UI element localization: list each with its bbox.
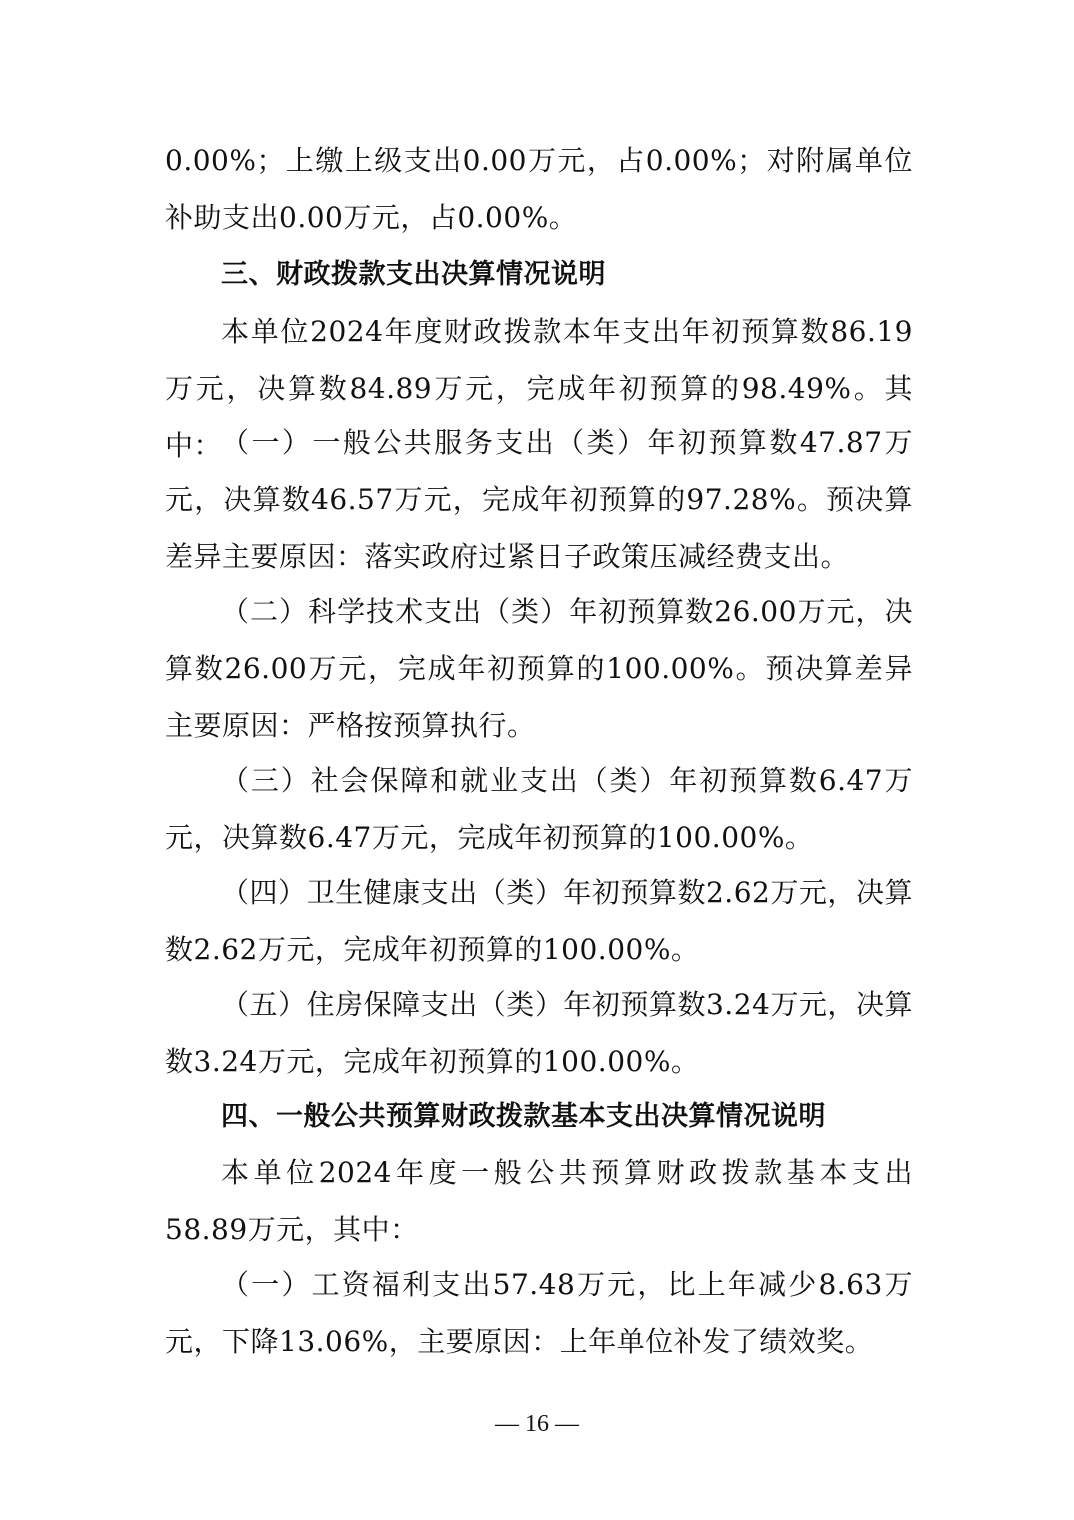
paragraph-wages-benefits: （一）工资福利支出57.48万元，比上年减少8.63万元，下降13.06%，主要原因：上年单位补发了绩效奖。 [165,1268,913,1358]
section-heading-3: 三、财政拨款支出决算情况说明 [221,259,606,290]
section-heading-4: 四、一般公共预算财政拨款基本支出决算情况说明 [221,1101,826,1132]
paragraph-continued-expenditure: 0.00%；上缴上级支出0.00万元，占0.00%；对附属单位补助支出0.00万元，占0.00%。 [165,144,913,234]
paragraph-fiscal-summary: 本单位2024年度财政拨款本年支出年初预算数86.19万元，决算数84.89万元，完成年初预算的98.49%。其中： [165,315,913,462]
paragraph-basic-expenditure-summary: 本单位2024年度一般公共预算财政拨款基本支出58.89万元，其中： [165,1156,913,1246]
paragraph-science-technology: （二）科学技术支出（类）年初预算数26.00万元，决算数26.00万元，完成年初预算的100.00%。预决算差异主要原因：严格按预算执行。 [165,595,913,742]
paragraph-housing: （五）住房保障支出（类）年初预算数3.24万元，决算数3.24万元，完成年初预算的100.00%。 [165,988,913,1078]
page-number: — 16 — [495,1411,579,1437]
paragraph-health: （四）卫生健康支出（类）年初预算数2.62万元，决算数2.62万元，完成年初预算的100.00%。 [165,876,913,966]
paragraph-social-security: （三）社会保障和就业支出（类）年初预算数6.47万元，决算数6.47万元，完成年初预算的100.00%。 [165,764,913,854]
paragraph-general-public-services: （一）一般公共服务支出（类）年初预算数47.87万元，决算数46.57万元，完成年初预算的97.28%。预决算差异主要原因：落实政府过紧日子政策压减经费支出。 [165,426,913,573]
